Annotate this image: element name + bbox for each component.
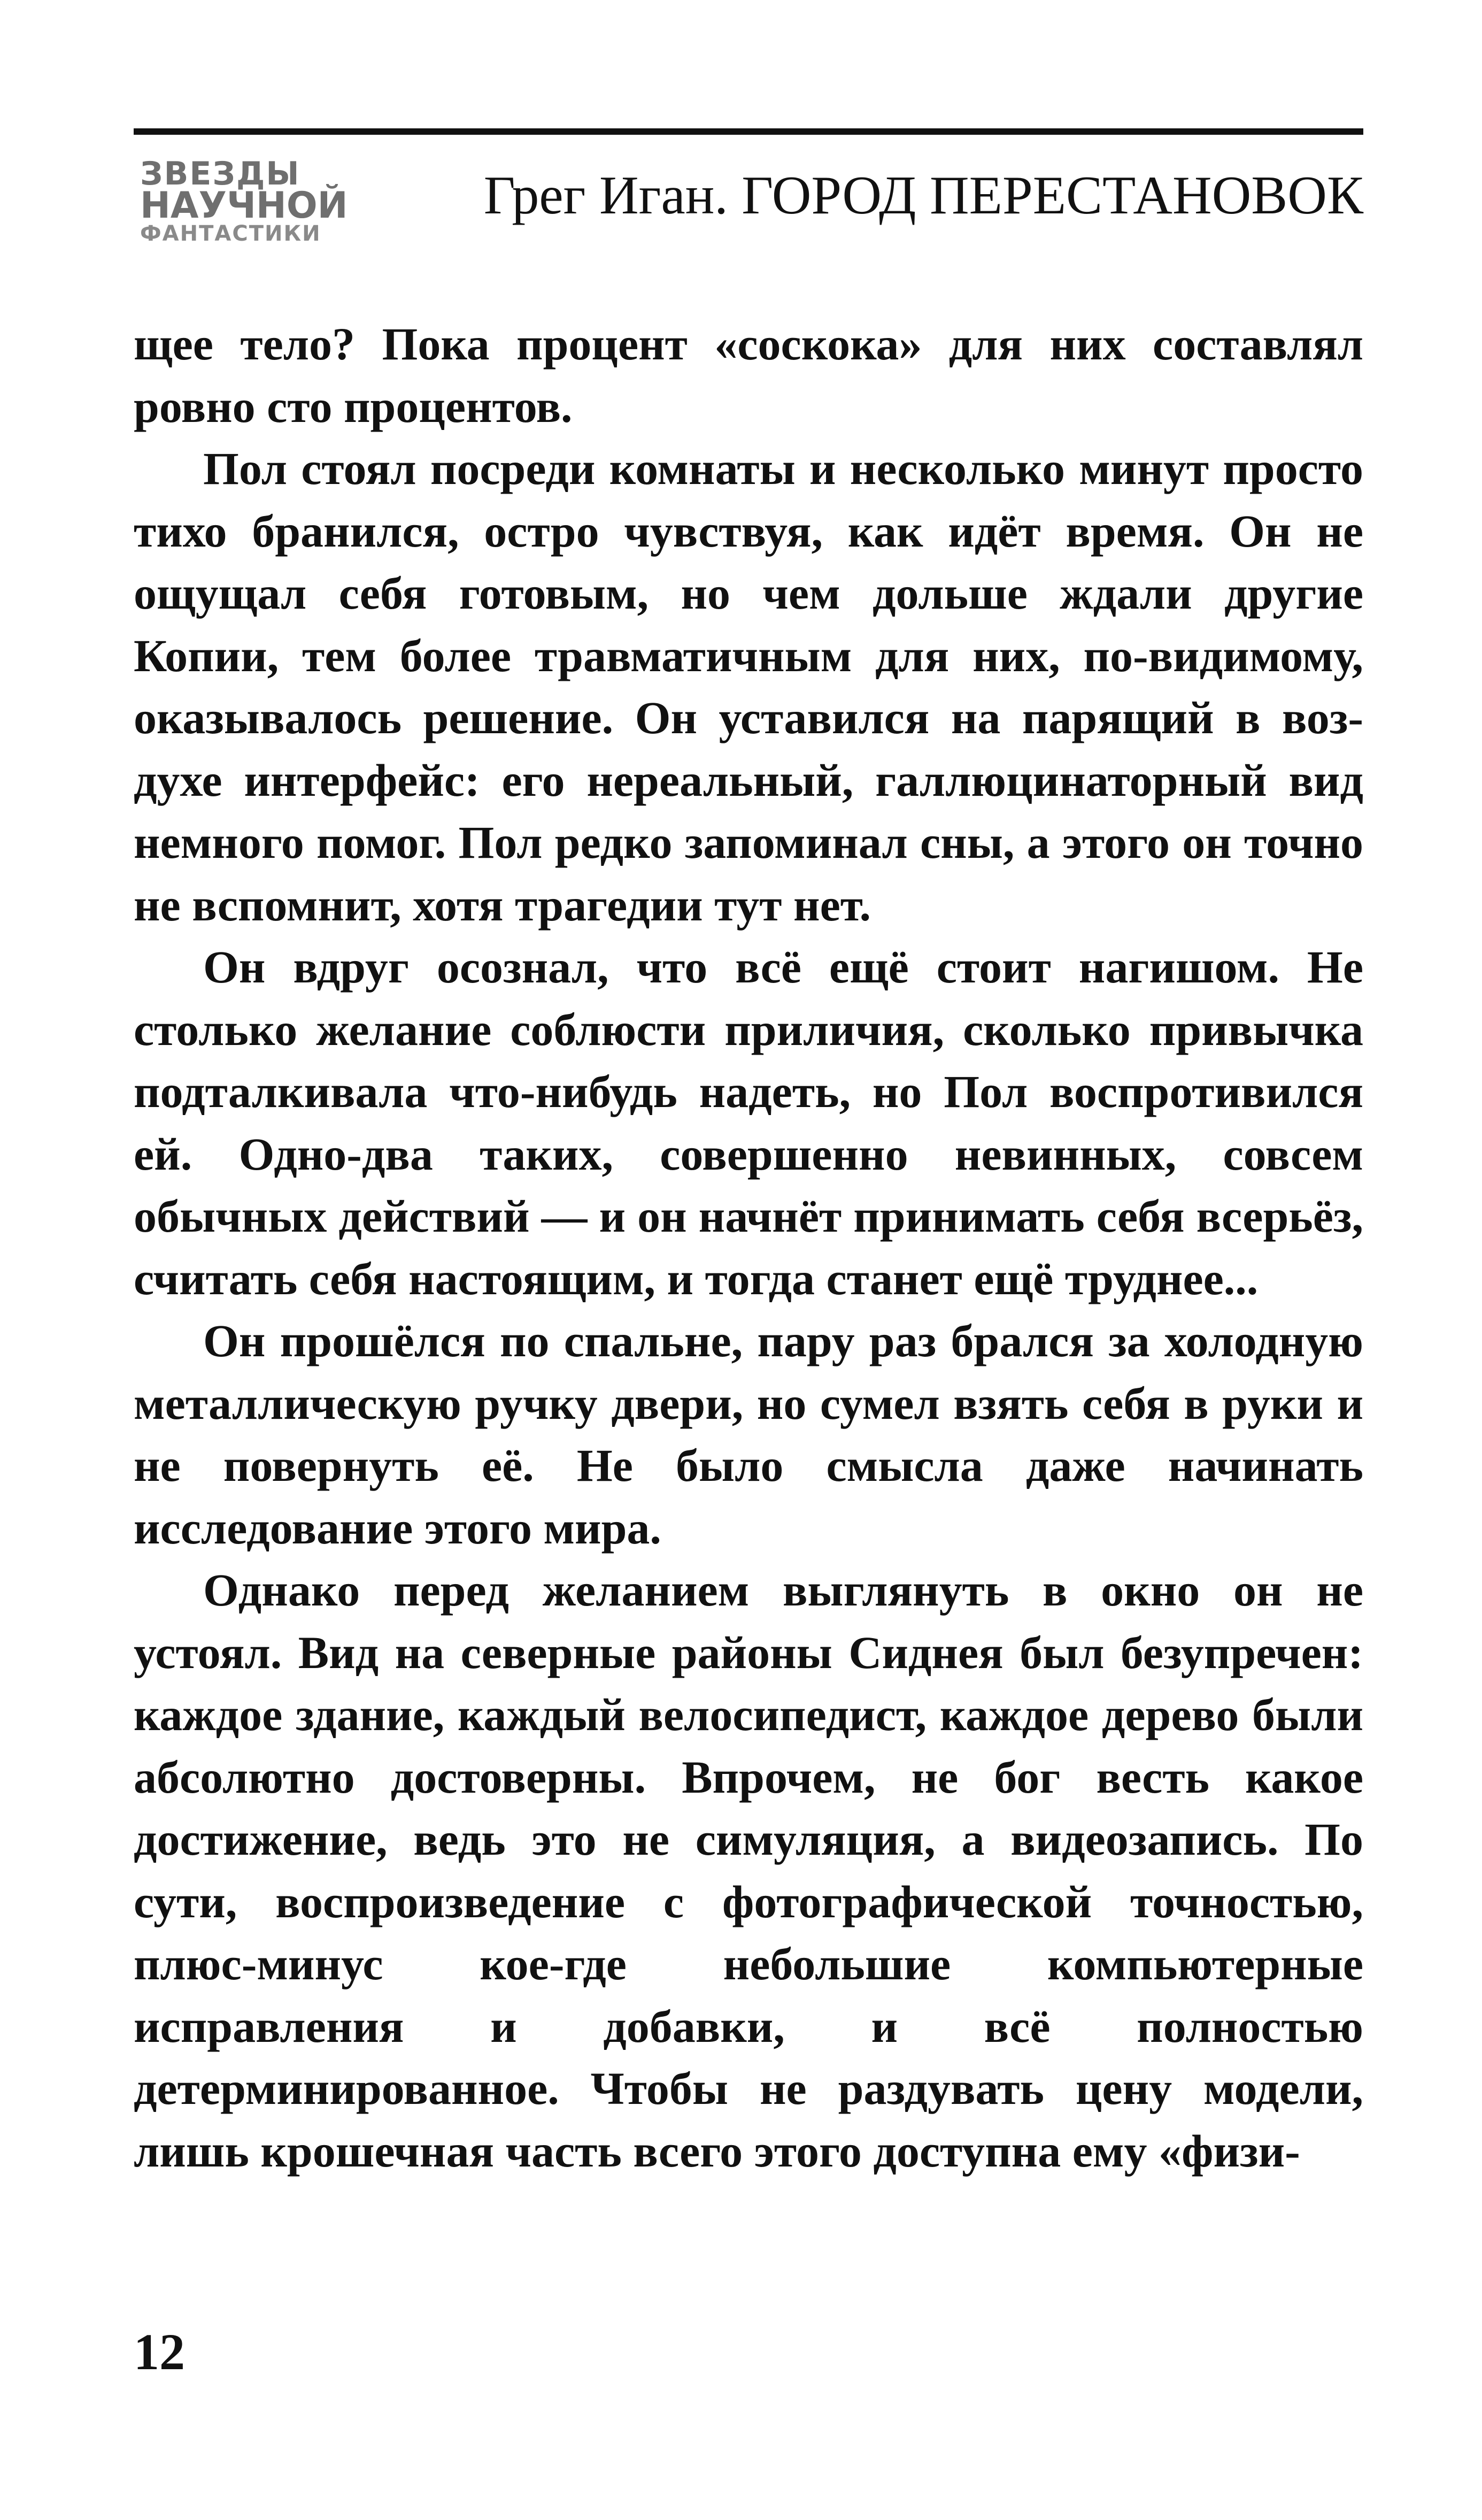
paragraph: Однако перед желанием выглянуть в окно он не устоял. Вид на северные районы Сиднея был безупречен: каждое здание, каждый велосипедист, каждое дерево были абсолютно достоверны. Впрочем, не бог весть какое достижение, ведь это не симуляция, а видеозапись. По сути, воспроизведение с фотографической точностью, плюс-минус кое-где небольшие компьютерные исправления и добавки, и всё полностью детерминированное. Чтобы не раздувать цену модели, лишь крошечная часть всего этого доступна ему «физи-: [134, 1564, 1363, 2177]
series-logo-line-1: ЗВЕЗДЫ: [140, 155, 300, 193]
running-header: Грег Иган. ГОРОД ПЕРЕСТАНОВОК: [483, 165, 1363, 226]
header-rule: [134, 128, 1363, 135]
body-text: [134, 313, 1363, 2182]
series-logo-line-2: НАУЧНОЙ: [140, 185, 348, 227]
series-logo: [140, 155, 348, 249]
paragraph-continued: щее тело? Пока процент «соскока» для них составлял ровно сто процентов.: [134, 318, 1363, 432]
paragraph: Он вдруг осознал, что всё ещё стоит нагишом. Не столько желание соблюсти приличия, сколько привычка подталкивала что-нибудь надеть, но Пол воспротивился ей. Одно-два таких, совершенно невинных, совсем обычных действий — и он начнёт принимать себя всерьёз, считать себя настоящим, и тогда станет ещё труднее...: [134, 941, 1363, 1304]
paragraph: Пол стоял посреди комнаты и несколько минут просто тихо бранился, остро чувствуя, как идёт время. Он не ощущал себя готовым, но чем дольше ждали другие Копии, тем более травматичным для них, по-видимому, оказывалось решение. Он уставился на парящий в воздухе интерфейс: его нереальный, галлюцинаторный вид немного помог. Пол редко запоминал сны, а этого он точно не вспомнит, хотя трагедии тут нет.: [134, 443, 1363, 931]
paragraph: Он прошёлся по спальне, пару раз брался за холодную металлическую ручку двери, но сумел взять себя в руки и не повернуть её. Не было смысла даже начинать исследование этого мира.: [134, 1315, 1363, 1554]
series-logo-line-3: ФАНТАСТИКИ: [140, 221, 321, 246]
page-number: 12: [134, 2323, 185, 2380]
